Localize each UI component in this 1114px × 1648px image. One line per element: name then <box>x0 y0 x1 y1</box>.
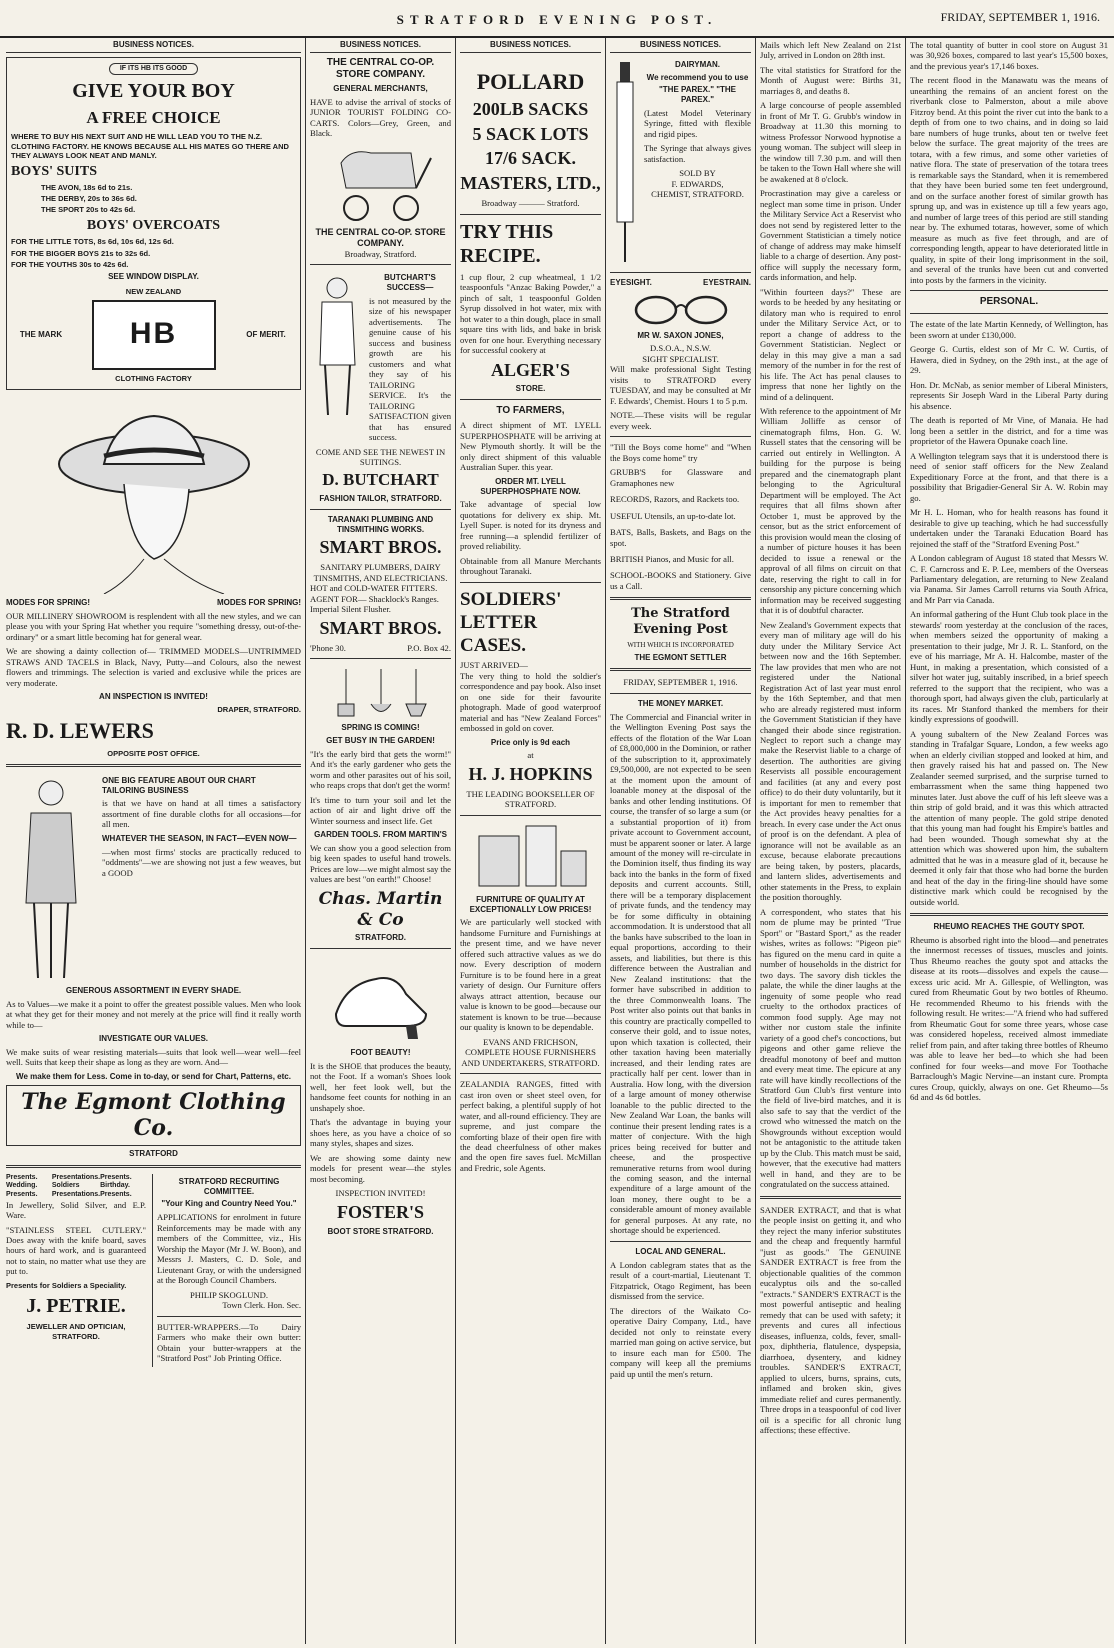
boys-overcoats-title: BOYS' OVERCOATS <box>86 218 221 234</box>
recruiting-quote: "Your King and Country Need You." <box>161 1199 297 1209</box>
money-market-text: The Commercial and Financial writer in the Wellington Evening Post says the effects of the flotation of the War Loan of £8,000,000 in the Dominion, or rather of the subscription to it, approximately £9,500,000, are not expected to be seen at the moment upon the amount of loanable money at the disposal of the banks and other lending institutions. Of course, the transfer of so large a sum (or a substantial proportion of it) from private account to Government account, must be apparent sooner or later. A large amount of the money will re-circulate in the Dominion itself, thus finding its way back into the banks in the form of fixed deposits and current accounts. Still, there will be a temporary displacement of private funds, and the tendency may be for some difficulty in obtaining accommodation. It is understood that all the banks have subscribed to the loan in equal proportions, according to their assets, and liabilities, but there is this difference between the Australian and New Zealand institutions: that the former have subscribed in addition to the three Commonwealth loans. The Post writer also points out that banks in this country are practically compelled to conserve their gold, and to issue notes, upon which taxation is collected, their other taxation having been materially increased, and their lending rates are practically half per cent. lower than in Australia. How long, with the diversion of a large amount of money otherwise loanable to the public directed to the New Zealand War Loan, the banks will continue their present lending rates is a matter of conjecture. With the high prices being received for butter and cheese, and the prospective remunerative returns from wool during the coming season, and the internal expenditure of a large amount of the loan money, there ought to be a considerable amount of money available for general purposes. At any rate, no shortage should be experienced. <box>610 711 751 1236</box>
local-text-1: A London cablegram states that as the result of a court-martial, Lieutenant T. Fitzpatrick, Otago Regiment, has been dismissed from the service. <box>610 1259 751 1302</box>
column-6 <box>906 38 1112 1644</box>
suits-wear-text: We make suits of wear resisting materials—suits that look well—wear well—feel well. Suits that keep their shape as long as they are worn. And— <box>6 1046 301 1068</box>
boot-store: BOOT STORE STRATFORD. <box>327 1226 434 1236</box>
clothing-intro: WHERE TO BUY HIS NEXT SUIT AND HE WILL LEAD YOU TO THE N.Z. CLOTHING FACTORY. HE KNOWS BECAUSE ALL HIS MATES GO THERE AND THEY ALWAYS LOOK NEAT AND MANLY. <box>11 132 289 160</box>
tools-text: We can show you a good selection from big keen spades to useful hand trowels. Prices are low—we might almost say the values are best "on earth!" Choose! <box>310 842 451 885</box>
fitters: HOT and COLD-WATER FITTERS. <box>310 583 438 594</box>
recommend-use: We recommend you to use <box>646 72 749 82</box>
news-item: "Within fourteen days?" These are words to be heeded by any hesitating or dilatory man who is required to enrol under the Military Service Act, or to report a change of address to the Government Statistician. Neglect or delay in this may give a man a sad memory of the number in for the rest of his life. The Act has penal clauses to impress that none her lightly on the mind of a delinquent. <box>760 286 901 402</box>
recruiting-ad <box>152 1174 301 1368</box>
news-item: A large concourse of people assembled in front of Mr T. G. Grubb's window in Broadway at 11.30 this morning to witness Professor Norwood hypnotise a young woman. The subject will sleep in the window till 7.30 p.m. and will then be taken to the Town Hall where she will be awakened at 8 o'clock. <box>760 100 901 184</box>
recruiting-signature: PHILIP SKOGLUND. <box>190 1289 268 1300</box>
masthead <box>0 0 1114 38</box>
hb-logo <box>92 285 216 385</box>
column-4 <box>606 38 756 1644</box>
jeweller-optician: JEWELLER AND OPTICIAN, STRATFORD. <box>26 1322 126 1341</box>
the-parex: "THE PAREX." "THE PAREX." <box>658 85 736 104</box>
local-text-2: The directors of the Waikato Co-operative Dairy Company, Ltd., have decided not only to reinstate every married man going on active service, but to insure each man for £500. The company will keep all the premiums paid up until the men's return. <box>610 1305 751 1379</box>
presents-word: Presentations. <box>51 1191 101 1198</box>
recruiting-title: STRATFORD RECRUITING COMMITTEE. <box>178 1176 280 1196</box>
news-item: George G. Curtis, eldest son of Mr C. W. Curtis, of Hawera, died in Sydney, on the 29th inst., at the age of 29. <box>910 344 1108 376</box>
modes-left: MODES FOR SPRING! <box>6 597 91 607</box>
spectacles-illustration <box>626 292 736 327</box>
feature-headline: ONE BIG FEATURE ABOUT OUR CHART TAILORING BUSINESS <box>102 775 256 795</box>
edwards-name: F. EDWARDS, <box>671 178 724 189</box>
eyesight-label: EYESIGHT. <box>610 277 652 287</box>
pollard-sacks: 200LB SACKS <box>472 98 589 119</box>
butchart-name: D. BUTCHART <box>322 470 439 490</box>
garden-tools: GARDEN TOOLS. FROM MARTIN'S <box>314 830 447 840</box>
column-1 <box>2 38 306 1644</box>
business-notices-header: BUSINESS NOTICES. <box>6 40 301 53</box>
presents-word: Presents. <box>6 1173 38 1181</box>
local-general-title: LOCAL AND GENERAL. <box>635 1246 726 1256</box>
sander-extract: SANDER EXTRACT, and that is what the people insist on getting it, and who they reject the many inferior substitutes and the cheap and frequently harmful "just as goods." The GENUINE SANDER EXTRACT is free from the objectionable qualities of the common eucalyptus oils and the so-called "extracts." SANDER'S EXTRACT is the most powerful antiseptic and healing remedy that can be used with safety; it prevents and cures all infectious diseases, influenza, colds, fever, small-pox, diphtheria, flatulence, dyspepsia, diarrhoea, dysentery, and kidney troubles. SANDER'S EXTRACT, applied to ulcers, burns, sprains, cuts, inflamed and broken skin, gives immediate relief and cures permanently. Three drops in a teaspoonful of cod liver oil is a specific for all chronic lung affections; these effective. <box>760 1204 901 1435</box>
recruiting-text: APPLICATIONS for enrolment in future Reinforcements may be made with any members of the Committee, viz., His Worship the Mayor (Mr J. W. Boon), and Messrs J. Masters, C. D. Sole, and Lieutenant Gray, or with the undersigned at the Borough Council Chambers. <box>157 1212 301 1286</box>
feature-text: is that we have on hand at all times a satisfactory assortment of fine durable cloths for all occasions—for all men. <box>102 798 301 830</box>
news-item: The death is reported of Mr Vine, of Manaia. He had long been a settler in the district, and for a time was proprietor of the Hawera Opunake coach line. <box>910 415 1108 447</box>
suit-price: THE DERBY, 20s to 36s 6d. <box>41 194 137 204</box>
paper-title: The Stratford Evening Post <box>631 606 730 638</box>
fashion-tailor: FASHION TAILOR, STRATFORD. <box>319 494 442 504</box>
syringe-illustration <box>610 57 640 267</box>
make-for-less: We make them for Less. Come in to-day, or send for Chart, Patterns, etc. <box>16 1071 291 1081</box>
obtainable-text: Obtainable from all Manure Merchants throughout Taranaki. <box>460 555 601 577</box>
rheumo-title: RHEUMO REACHES THE GOUTY SPOT. <box>933 922 1085 931</box>
pollard: POLLARD <box>476 68 585 94</box>
garden-text-2: It's time to turn your soil and let the action of air and light drive off the Winter sourness and insect life. Get <box>310 794 451 826</box>
modes-right: MODES FOR SPRING! <box>216 597 301 607</box>
algers-name: ALGER'S <box>490 359 571 380</box>
eyestrain-label: EYESTRAIN. <box>702 277 751 287</box>
business-notices-header: BUSINESS NOTICES. <box>460 40 601 53</box>
lewers-name: R. D. LEWERS <box>6 717 154 743</box>
advantage-text: Take advantage of special low quotations for delivery ex ship. Mt. Lyell Super. is noted for its dryness and free running—a splendid fertilizer of proved reliability. <box>460 499 601 552</box>
smart-subtitle: SANITARY PLUMBERS, DAIRY TINSMITHS, AND ELECTRICIANS. <box>313 562 448 583</box>
business-notices-header: BUSINESS NOTICES. <box>310 40 451 53</box>
overcoat-price: FOR THE BIGGER BOYS 21s to 32s 6d. <box>11 248 151 258</box>
garden-text: "It's the early bird that gets the worm!" And it's the early gardener who gets the worm and other parasites out of his soil, who reaps crops that don't get the worm! <box>310 748 451 791</box>
presents-word: Soldiers <box>51 1182 80 1190</box>
grubbs-list <box>610 467 751 591</box>
column-5 <box>756 38 906 1644</box>
boys-come-home: "Till the Boys come home" and "When the Boys come home" try <box>610 442 751 463</box>
hopkins-name: H. J. HOPKINS <box>468 763 593 784</box>
issue-date: FRIDAY, SEPTEMBER 1, 1916. <box>623 677 738 688</box>
newest-suitings: COME AND SEE THE NEWEST IN SUITINGS. <box>315 446 446 467</box>
furniture-quality: FURNITURE OF QUALITY AT EXCEPTIONALLY LOW PRICES! <box>469 894 592 914</box>
butchart-text: is not measured by the size of his newspaper advertisements. The genuine cause of his success and business growth are his customers and what they say of his TAILORING SERVICE. It's the TAILORING SATISFACTION given that has ensured success. <box>369 295 451 443</box>
agent-for: AGENT FOR— Shacklock's Ranges. Imperial Silent Flusher. <box>310 593 439 615</box>
masters-name: MASTERS, LTD., <box>460 173 601 194</box>
zealandia-ranges: ZEALANDIA RANGES, fitted with cast iron oven or sheet steel oven, for perfect baking, a plentiful supply of hot water, and all-round efficiency. They are supreme, and just compare the comforting blaze of their open fire with the dead cheerfulness of other makes and the open fire saves fuel. McMillan and Fredric, sole Agents. <box>460 1079 601 1173</box>
coop-title: THE CENTRAL CO-OP. STORE COMPANY. <box>326 56 435 80</box>
list-item: RECORDS, Razors, and Rackets too. <box>610 494 740 505</box>
order-superphosphate: ORDER MT. LYELL SUPERPHOSPHATE NOW. <box>480 476 581 496</box>
phone-number: 'Phone 30. <box>310 642 346 653</box>
logo-bottom-text: CLOTHING FACTORY <box>115 373 192 383</box>
news-item: The vital statistics for Stratford for the Month of August were: Births 31, marriages 8, and deaths 8. <box>760 64 901 96</box>
news-item: A young subaltern of the New Zealand Forces was standing in Trafalgar Square, London, a few weeks ago when an elderly civilian stopped and looked at him, and then gravely raised his hat and passed on. The New Zealander seemed surprised, and the surprise turned to embarrassment when the same thing happened two minutes later. Just above the cuff of his left sleeve was a thin strip of gold braid, and it was this which attracted the attention of many people. The gold stripe denoted that this young man had fought his Empire's battles and had been wounded. Though somewhat shy at the attention which was showered upon him, the subaltern admitted that he was in a measure glad of it, because he deemed it only fair that those who had borne the burden and heat of the day in the firing-line should have some distinctive mark which could be recognised by the outside world. <box>910 728 1108 907</box>
column-2 <box>306 38 456 1644</box>
news-item: The recent flood in the Manawatu was the means of unearthing the remains of an ancient forest on the riverbank close to Palmerston, about a mile above Fitzroy bend. At this point the river cut into the bank to a depth of from one to two chains, and in doing so laid bare numbers of huge trunks, about ten or twelve feet below the surface. The great majority of the trees are totara, with a few rimus, and some other varieties of native flora. The state of preservation of the totara trees is remarkable says the Standard, when it is remembered that they have been buried some ten feet underground, and on the surface another forest of similar growth has sprung up, and was in existence up till a few years ago, and number of large trees of this period are still standing near by. The exhumed totaras, however, some of which measure as much as five feet through, and are of corresponding length, appear to have deteriorated little in quality, in spite of their long imprisonment in the soil, and several of the trunks have been cut and converted into posts by the farmers in the vicinity. <box>910 75 1108 285</box>
shoe-text: It is the SHOE that produces the beauty, not the Foot. If a woman's Shoes look well, her feet look well, but the handsome feet counts for nothing in an unshapely shoe. <box>310 1060 451 1113</box>
at-word: at <box>527 750 534 761</box>
just-arrived: JUST ARRIVED— <box>460 660 528 671</box>
mark-right: OF MERIT. <box>246 329 286 339</box>
list-item: BATS, Balls, Baskets, and Bags on the spot. <box>610 527 751 548</box>
smart-bros-2: SMART BROS. <box>319 617 442 638</box>
leading-bookseller: THE LEADING BOOKSELLER OF STRATFORD. <box>466 788 595 810</box>
furniture-text: We are particularly well stocked with handsome Furniture and Furnishings at the present time, and we have never offered such attractive values as we do now. Every description of modern Furniture is to be found here in a great variety of design. Our Furniture offers always attract attention, because our value is known to be good—because our statement is known to be true—because our quality is known to be dependable. <box>460 917 601 1033</box>
suited-man-illustration <box>6 773 96 983</box>
to-farmers: TO FARMERS, <box>496 405 565 417</box>
season-text: —when most firms' stocks are practically reduced to "oddments"—we are showing not just a few weaves, but a GOOD <box>102 846 301 878</box>
hb-pill: IF ITS HB ITS GOOD <box>109 63 198 76</box>
inspection-invited-2: INSPECTION INVITED! <box>335 1188 426 1199</box>
martin-logo: Chas. Martin & Co <box>318 888 443 930</box>
recipe-text: 1 cup flour, 2 cup wheatmeal, 1 1/2 teaspoonfuls "Anzac Baking Powder," a pinch of salt, 1 teaspoonful Golden Syrup dissolved in hot water, mix with hot water to a thin dough, place in small square tins with lids, and bake in brisk oven for one hour. Everything necessary for successful cookery at <box>460 271 601 356</box>
values-text: As to Values—we make it a point to offer the greatest possible values. Men who look at what they get for their money and not merely at the price will find it really worth while to— <box>6 998 301 1030</box>
business-notices-header: BUSINESS NOTICES. <box>610 40 751 53</box>
nz-clothing-ad <box>6 57 301 390</box>
try-recipe: TRY THIS RECIPE. <box>460 220 554 268</box>
petrie-ad <box>6 1174 146 1368</box>
parex-text: (Latest Model Veterinary Syringe, fitted with flexible and rigid pipes. <box>644 107 751 139</box>
soldiers-speciality: Presents for Soldiers a Speciality. <box>6 1280 127 1290</box>
news-item: With reference to the appointment of Mr William Jolliffe as censor of cinematograph films, Hon. G. W. Russell states that the censoring will be carried out entirely in Wellington. A building for the purpose is being prepared and the cinematograph plant belonging to the Agricultural Department will be employed. The Act requires that all films shown after October 1, must be approved by the censor, but as the strict enforcement of this provision would mean the closing of a number of picture houses it has been decided to issue a renewal or the approval of all films on circuit on that date, reserving the right to call in for censorship any picture concerning which information may be received suggesting that it is of doubtful character. <box>760 405 901 616</box>
furniture-illustration <box>471 821 591 891</box>
presents-word: Presents. <box>100 1191 132 1198</box>
letter-cases-text: The very thing to hold the soldier's correspondence and pay book. Also inset on one side for their favourite photograph. Made of good waterproof material and has "New Zealand Forces" embossed in gold on cover. <box>460 670 601 734</box>
dainty-text: We are showing a dainty collection of— TRIMMED MODELS—UNTRIMMED STRAWS AND TACELS in Black, Navy, Putty—and Colours, also the newest flowers and trimmings. The selection is varied and exclusive while the prices are very moderate. <box>6 646 301 688</box>
sack-lots: 5 SACK LOTS <box>472 123 589 144</box>
jewellery-text: In Jewellery, Solid Silver, and E.P. Ware. <box>6 1199 146 1221</box>
list-item: USEFUL Utensils, an up-to-date lot. <box>610 510 736 521</box>
personal-title: PERSONAL. <box>979 296 1039 308</box>
cutlery-text: "STAINLESS STEEL CUTLERY." Does away with the knife board, saves hours of hard work, and is guaranteed not to stain, no matter what use they are put to. <box>6 1224 146 1277</box>
shoe-text-2: That's the advantage in buying your shoes here, as you have a choice of so many styles, shapes and sizes. <box>310 1117 451 1149</box>
news-item: A correspondent, who states that his nom de plume may be printed "True Sport" or "Bastard Sport," as the reader wishes, writes as follows: "Pigeon pie" has figured on the menu card in quite a number of households in the district for two days. The savory dish tickles the palate, the while the diner laughs at the ingenuity of some people who read cruelty to the orthodox practices of common food supply. Age may not wither nor custom stale the infinite variety of a good chef's concoctions, but pigeons and other game relieve the dreadful monotony of beef and mutton and every meat time. The epicure at any rate will have kindly recollections of the Stratford Gun Club's first venture into the field of live-bird matches, and it is also safe to say that the verdict of the crowd who witnessed the match on the Showgrounds without exception would not be antagonistic to the attitude taken up by the Club. This match must be said, however, that the executive had matters well in hand, and they are to be congratulated on the success attained. <box>760 906 901 1190</box>
news-item: A London cablegram of August 18 stated that Messrs W. C. F. Carncross and E. P. Lee, members of the Overseas Parliamentary delegation, are returning to New Zealand via Panama. Sir James Carroll returns via South Africa, and Mr Parr via Canada. <box>910 553 1108 605</box>
get-busy-garden: GET BUSY IN THE GARDEN! <box>326 736 435 746</box>
butter-wrappers-text: BUTTER-WRAPPERS.—To Dairy Farmers who make their own butter: Obtain your butter-wrappers at the "Stratford Post" Job Printing Office. <box>157 1321 301 1363</box>
egmont-clothing-ad <box>6 773 301 983</box>
incorporated-label: WITH WHICH IS INCORPORATED <box>627 641 734 650</box>
sack-price: 17/6 SACK. <box>484 148 576 169</box>
petrie-name: J. PETRIE. <box>26 1295 126 1318</box>
coop-text: HAVE to advise the arrival of stocks of JUNIOR TOURIST FOLDING CO-CARTS. Colors—Grey, Green, and Black. <box>310 96 451 139</box>
masthead-date: FRIDAY, SEPTEMBER 1, 1916. <box>940 10 1100 24</box>
headline-free-choice: A FREE CHOICE <box>86 107 221 127</box>
money-market-title: THE MONEY MARKET. <box>637 698 724 708</box>
shoe-text-3: We are showing some dainty new models for present wear—the styles most becoming. <box>310 1152 451 1184</box>
butchart-success: BUTCHART'S SUCCESS— <box>384 273 436 292</box>
hb-logo-mark: HB <box>92 300 216 370</box>
soldiers-letter-cases: SOLDIERS' LETTER CASES. <box>460 588 562 657</box>
egmont-settler: THE EGMONT SETTLER <box>634 652 727 662</box>
column-3 <box>456 38 606 1644</box>
list-item: SCHOOL-BOOKS and Stationery. Give us a Call. <box>610 570 751 591</box>
dso-credential: D.S.O.A., N.S.W. <box>649 343 712 354</box>
news-item: New Zealand's Government expects that every man of military age will do his duty under the Military Service Act between now and the 16th September. The law provides that men who are not registered under the National Registration Act of last year must enrol by the 16th September, and that men who are already registered must inform the Government Statistician if they have changed their abode since registration. Neglect to report such a change may make the Reservist liable to a charge of desertion. The authorities are giving Reservists all possible encouragement and facilities (at any and every post office) to do their duty voluntarily, but it is important for men to remember that the Act provides heavy penalties for a breach. In every case under the Act onus of proof is on the defendant. A plea of ignorance will not be available as an excuse, because elaborate precautions are being taken, by posters, placards, and lantern slides, advertisements and other statements in the Press, to explain the position thoroughly. <box>760 619 901 903</box>
news-item: The total quantity of butter in cool store on August 31 was 30,926 boxes, compared to last year's 15,500 boxes, and the previous year's 17,146 boxes. <box>910 40 1108 71</box>
sold-by: SOLD BY <box>679 168 716 179</box>
suit-price: THE AVON, 18s 6d to 21s. <box>41 182 133 192</box>
window-display: SEE WINDOW DISPLAY. <box>108 271 199 281</box>
suit-price: THE SPORT 20s to 42s 6d. <box>41 205 136 215</box>
coop-address: Broadway, Stratford. <box>344 248 417 259</box>
logo-top-text: NEW ZEALAND <box>125 286 182 296</box>
list-item: BRITISH Pianos, and Music for all. <box>610 554 734 564</box>
presents-word: Presentations. <box>51 1173 101 1181</box>
sight-testing-text: Will make professional Sight Testing visits to STRATFORD every TUESDAY, and may be consulted at Mr F. Edwards', Chemist. Hours 1 to 5 p.m. <box>610 364 751 406</box>
opposite-post-office: OPPOSITE POST OFFICE. <box>107 748 200 758</box>
spring-hat-illustration <box>44 394 264 594</box>
egmont-logo-sub: STRATFORD <box>129 1149 178 1159</box>
masthead-title: STRATFORD EVENING POST. <box>396 12 718 27</box>
overcoat-price: FOR THE YOUTHS 30s to 42s 6d. <box>11 259 129 269</box>
presents-word: Birthday. <box>100 1182 130 1190</box>
spring-coming: SPRING IS COMING! <box>341 723 420 733</box>
po-box: P.O. Box 42. <box>407 642 451 653</box>
presents-word: Presents. <box>6 1191 38 1198</box>
sight-specialist: SIGHT SPECIALIST. <box>642 353 719 364</box>
foot-beauty: FOOT BEAUTY! <box>350 1048 411 1058</box>
millinery-text: OUR MILLINERY SHOWROOM is resplendent with all the new styles, and we can please you with your Spring Hat whether you require "something dressy, out-of-the-ordinary" or a smart little becoming hat for general wear. <box>6 610 301 642</box>
taranaki-plumbing: TARANAKI PLUMBING AND TINSMITHING WORKS. <box>327 514 434 534</box>
dairyman: DAIRYMAN. <box>674 59 721 69</box>
coop-title-2: THE CENTRAL CO-OP. STORE COMPANY. <box>315 226 446 248</box>
presents-word: Presents. <box>100 1173 132 1181</box>
presents-word: Wedding. <box>6 1182 38 1190</box>
season-headline: WHATEVER THE SEASON, IN FACT—EVEN NOW— <box>102 833 297 843</box>
headline-give-your-boy: GIVE YOUR BOY <box>72 80 235 103</box>
news-item: Mails which left New Zealand on 21st July, arrived in London on 28th inst. <box>760 40 901 61</box>
news-item: Mr H. L. Homan, who for health reasons has found it desirable to give up teaching, which he had successfully undertaken under the Taranaki Education Board has rejoined the staff of the "Stratford Evening Post." <box>910 507 1108 549</box>
news-item: Procrastination may give a careless or neglect man some time in prison. Under the Military Service Act a Reservist who does not send by registered letter to the Government Statistician a timely notice of change of address may make himself liable to a charge of desertion. Any post-office will supply the necessary form, cards information, and help. <box>760 188 901 283</box>
mark-left: THE MARK <box>19 329 63 339</box>
boys-suits-title: BOYS' SUITS <box>11 163 97 179</box>
algers-store: STORE. <box>515 384 546 394</box>
house-furnishers: COMPLETE HOUSE FURNISHERS AND UNDERTAKERS, STRATFORD. <box>461 1047 600 1068</box>
coop-subtitle: GENERAL MERCHANTS, <box>333 84 428 94</box>
news-item: A Wellington telegram says that it is understood there is need of senior staff officers for the New Zealand Expeditionary Force at the front, and that there is a possibility that Brigadier-General Sir A. W. Robin may go. <box>910 450 1108 503</box>
evans-name: EVANS AND FRICHSON, <box>483 1036 578 1047</box>
saxon-jones: MR W. SAXON JONES, <box>637 330 724 340</box>
garden-tools-illustration <box>326 664 436 719</box>
investigate-values: INVESTIGATE OUR VALUES. <box>98 1034 209 1044</box>
list-item: GRUBB'S for Glassware and Gramaphones new <box>610 467 751 488</box>
shoe-illustration <box>326 954 436 1044</box>
letter-case-price: Price only is 9d each <box>490 737 571 747</box>
pram-illustration <box>321 143 441 223</box>
recruiting-role: Town Clerk. Hon. Sec. <box>222 1300 301 1311</box>
farmers-text: A direct shipment of MT. LYELL SUPERPHOSPHATE will be arriving at New Plymouth shortly. It will be the only direct shipment of this valuable Australian Super. this year. <box>460 420 601 473</box>
visits-note: NOTE.—These visits will be regular every week. <box>610 410 751 431</box>
tailored-man-illustration <box>310 270 365 420</box>
masters-address: Broadway ——— Stratford. <box>481 198 580 209</box>
chemist-stratford: CHEMIST, STRATFORD. <box>651 189 744 200</box>
generous-assortment: GENEROUS ASSORTMENT IN EVERY SHADE. <box>65 985 242 995</box>
egmont-logo: The Egmont Clothing Co. <box>6 1085 301 1147</box>
news-item: Hon. Dr. McNab, as senior member of Liberal Ministers, represents Sir Joseph Ward in the Liberal Party during his absence. <box>910 379 1108 411</box>
news-item: The estate of the late Martin Kennedy, of Wellington, has been sworn at under £130,000. <box>910 319 1108 340</box>
rheumo-text: Rheumo is absorbed right into the blood—and penetrates the innermost recesses of tissues, muscles and joints. Thus Rheumo reaches the gouty spot and attacks the disease at its roots—dissolves and expels the cause—excess uric acid. Mr A. Gillespie, of Wellington, was cured from Rheumatic Gout by two bottles of Rheumo. He recommended Rheumo to his friends with the following result. He writes:—"A friend who had suffered from Rheumatic Gout for some three years, whose case was considered hopeless, received almost immediate relief from pain, and after taking three bottles of Rheumo was able to leave her bed—to which she had been confined for four weeks—and move For Toothache Barraclough's Magic Nervine—an instant cure. Prompta cures Croup, quickly, always on one. Get Rheumo—5s 6d and 4s 6d bottles. <box>910 934 1108 1103</box>
foster-name: FOSTER'S <box>336 1201 425 1222</box>
overcoat-price: FOR THE LITTLE TOTS, 8s 6d, 10s 6d, 12s 6d. <box>11 237 174 247</box>
draper-label: DRAPER, STRATFORD. <box>217 704 301 714</box>
smart-bros: SMART BROS. <box>319 537 442 558</box>
syringe-satisfaction: The Syringe that always gives satisfaction. <box>644 143 751 164</box>
news-item: An informal gathering of the Hunt Club took place in the stewards' room yesterday at the conclusion of the races, when members seized the opportunity of making a presentation to their judge, Mr J. R. L. Stanford, on the eve of his marriage, Mr A. H. Halcombe, master of the Hunt, in making a presentation, which consisted of a silver hot water jug, suitably inscribed, in a brief speech referred to the support that the recipient, who was a thorough sport, had always given the club, particularly at its races. Mr Stanford thanked the members for their kindly expressions of goodwill. <box>910 609 1108 725</box>
martin-subtitle: STRATFORD. <box>355 933 406 943</box>
inspection-invited: AN INSPECTION IS INVITED! <box>99 692 208 701</box>
